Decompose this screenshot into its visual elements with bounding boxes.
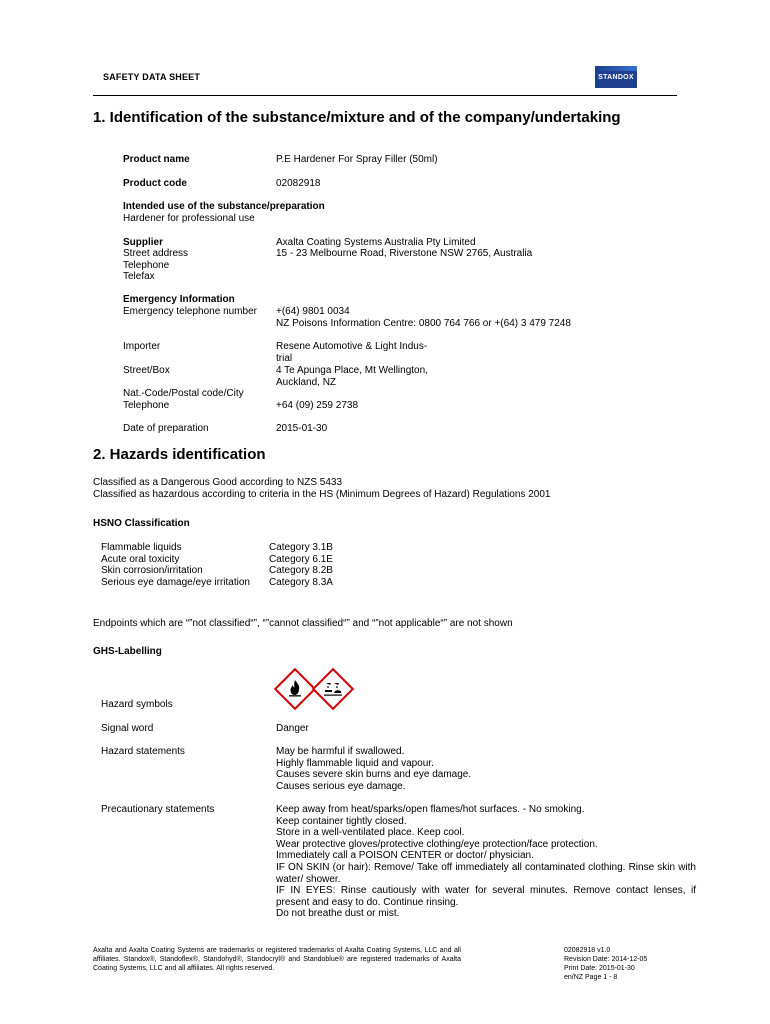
hsno-hazard: Serious eye damage/eye irritation — [101, 577, 250, 588]
endpoints-note: Endpoints which are “”not classified“”, “”cannot classified“” and “”not applicable“” are not shown — [93, 618, 513, 629]
footer-doc-code: 02082918 v1.0 — [564, 947, 611, 954]
hsno-hazard: Flammable liquids — [101, 542, 182, 553]
signal-word-value: Danger — [276, 723, 309, 734]
signal-word-label: Signal word — [101, 723, 154, 734]
document-header-title: SAFETY DATA SHEET — [103, 72, 201, 82]
hazard-statement: May be harmful if swallowed. — [276, 746, 405, 757]
precautionary-statement: Store in a well-ventilated place. Keep cool. — [276, 827, 465, 839]
classified-line-1: Classified as a Dangerous Good according to NZS 5433 — [93, 477, 343, 488]
precautionary-statement: Immediately call a POISON CENTER or doctor/ physician. — [276, 850, 534, 862]
logo-text: STANDOX — [598, 73, 634, 81]
product-name-value: P.E Hardener For Spray Filler (50ml) — [276, 154, 438, 165]
footer-revision-date: Revision Date: 2014-12-05 — [564, 956, 648, 963]
importer-line2: trial — [276, 353, 293, 364]
hsno-hazard: Acute oral toxicity — [101, 554, 180, 565]
footer-print-date: Print Date: 2015-01-30 — [564, 965, 635, 972]
emergency-info-label: Emergency Information — [123, 294, 235, 305]
street-address-label: Street address — [123, 248, 189, 259]
product-name-label: Product name — [123, 154, 190, 165]
precautionary-statement: Do not breathe dust or mist. — [276, 908, 400, 920]
footer-page-number: en/NZ Page 1 - 8 — [564, 974, 618, 981]
precautionary-statement: Keep away from heat/sparks/open flames/hot surfaces. - No smoking. — [276, 804, 585, 815]
footer-document-info — [564, 946, 647, 982]
importer-telephone-value: +64 (09) 259 2738 — [276, 400, 359, 411]
precautionary-statement: IF IN EYES: Rinse cautiously with water for several minutes. Remove contact lenses, if present and easy to do. Continue rinsing. — [276, 885, 696, 908]
hsno-category: Category 3.1B — [269, 542, 333, 553]
street-box-label: Street/Box — [123, 365, 170, 376]
date-preparation-label: Date of preparation — [123, 423, 209, 434]
hazard-statement: Highly flammable liquid and vapour. — [276, 758, 434, 769]
hsno-category: Category 8.2B — [269, 565, 333, 576]
supplier-label: Supplier — [123, 237, 164, 248]
hazard-statement: Causes severe skin burns and eye damage. — [276, 769, 472, 780]
flame-icon — [285, 678, 305, 698]
section-1-heading: 1. Identification of the substance/mixture and of the company/undertaking — [93, 109, 621, 126]
emergency-phone-label: Emergency telephone number — [123, 306, 257, 317]
hsno-heading: HSNO Classification — [93, 518, 190, 529]
street-box-line1: 4 Te Apunga Place, Mt Wellington, — [276, 365, 428, 376]
product-code-value: 02082918 — [276, 178, 321, 189]
classified-line-2: Classified as hazardous according to criteria in the HS (Minimum Degrees of Hazard) Regulations 2001 — [93, 489, 551, 500]
header-rule — [93, 95, 677, 96]
hazard-statement: Causes serious eye damage. — [276, 781, 406, 792]
importer-telephone-label: Telephone — [123, 400, 170, 411]
standox-logo — [595, 66, 637, 88]
precautionary-statement: Wear protective gloves/protective clothing/eye protection/face protection. — [276, 838, 598, 850]
precautionary-label: Precautionary statements — [101, 804, 215, 815]
precautionary-statements — [276, 804, 696, 920]
supplier-name: Axalta Coating Systems Australia Pty Limited — [276, 237, 476, 248]
hsno-category: Category 8.3A — [269, 577, 333, 588]
hazard-statements-label: Hazard statements — [101, 746, 185, 757]
corrosion-icon — [323, 678, 343, 698]
hsno-hazard: Skin corrosion/irritation — [101, 565, 203, 576]
hsno-category: Category 6.1E — [269, 554, 333, 565]
nat-code-label: Nat.-Code/Postal code/City — [123, 388, 244, 399]
section-2-heading: 2. Hazards identification — [93, 446, 266, 463]
telefax-label: Telefax — [123, 271, 155, 282]
intended-use-label: Intended use of the substance/preparation — [123, 201, 325, 212]
intended-use-value: Hardener for professional use — [123, 213, 255, 224]
hazard-symbols-label: Hazard symbols — [101, 699, 173, 710]
emergency-phone-value: +(64) 9801 0034 — [276, 306, 350, 317]
ghs-heading: GHS-Labelling — [93, 646, 162, 657]
telephone-label: Telephone — [123, 260, 170, 271]
date-preparation-value: 2015-01-30 — [276, 423, 328, 434]
street-address-value: 15 - 23 Melbourne Road, Riverstone NSW 2765, Australia — [276, 248, 533, 259]
poisons-centre: NZ Poisons Information Centre: 0800 764 766 or +(64) 3 479 7248 — [276, 318, 571, 329]
footer-trademark: Axalta and Axalta Coating Systems are trademarks or registered trademarks of Axalta Coating Systems, LLC and all affiliates. Standox®, Standoflex®, Standohyd®, Standocryl® and Standoblue® are registered trademarks of Axalta Coating Systems, LLC and all affiliates. All rights reserved. — [93, 947, 461, 972]
street-box-line2: Auckland, NZ — [276, 377, 337, 388]
precautionary-statement: Keep container tightly closed. — [276, 815, 407, 827]
precautionary-statement: IF ON SKIN (or hair): Remove/ Take off immediately all contaminated clothing. Rinse skin with water/ shower. — [276, 861, 696, 885]
importer-label: Importer — [123, 341, 161, 352]
importer-line1: Resene Automotive & Light Indus- — [276, 341, 428, 352]
product-code-label: Product code — [123, 178, 187, 189]
